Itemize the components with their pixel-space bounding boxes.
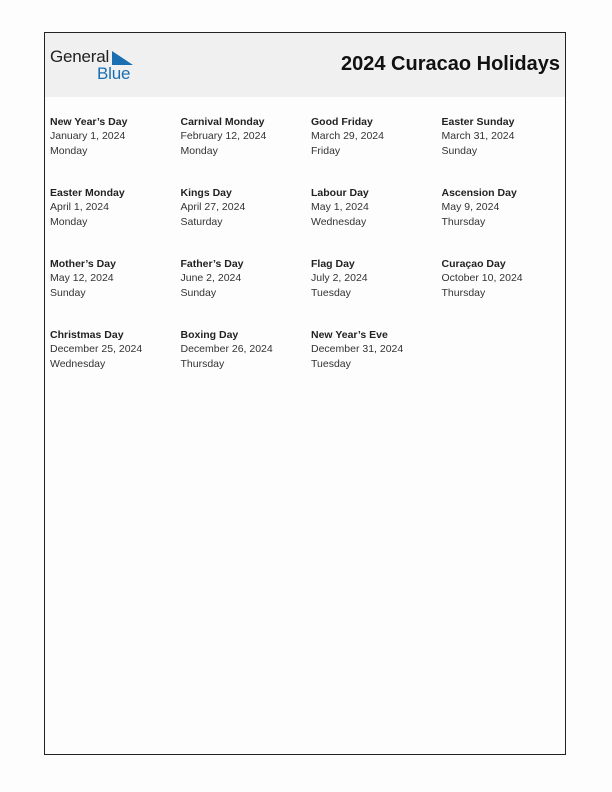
holiday-date: December 25, 2024 — [50, 343, 143, 356]
holiday-entry — [311, 115, 442, 186]
holiday-date: January 1, 2024 — [50, 130, 126, 143]
holiday-name: Easter Sunday — [441, 116, 515, 128]
holiday-weekday: Sunday — [50, 286, 86, 299]
holiday-date: May 12, 2024 — [50, 272, 114, 285]
holiday-date: May 9, 2024 — [441, 201, 500, 214]
holiday-weekday: Tuesday — [311, 357, 351, 370]
holiday-name: Christmas Day — [50, 329, 124, 341]
holiday-name: Good Friday — [311, 116, 373, 128]
holiday-weekday: Wednesday — [50, 357, 106, 370]
holiday-weekday: Monday — [50, 215, 88, 228]
holiday-name: Curaçao Day — [441, 258, 506, 270]
header-bar — [45, 33, 565, 97]
holiday-date: May 1, 2024 — [311, 201, 369, 214]
holiday-entry — [181, 328, 312, 399]
holiday-weekday: Monday — [50, 144, 88, 157]
holiday-name: Flag Day — [311, 258, 355, 270]
holiday-grid — [50, 115, 570, 399]
holiday-entry — [50, 328, 181, 399]
holiday-name: Boxing Day — [180, 329, 239, 341]
logo-triangle-icon — [112, 51, 133, 65]
holiday-name: Mother’s Day — [50, 258, 116, 270]
holiday-name: Kings Day — [180, 187, 232, 199]
holiday-weekday: Monday — [180, 144, 218, 157]
generalblue-logo — [50, 47, 140, 87]
holiday-date: October 10, 2024 — [441, 272, 523, 285]
holiday-date: April 1, 2024 — [50, 201, 109, 214]
logo-general-text: General — [50, 47, 110, 66]
holiday-date: December 26, 2024 — [180, 343, 273, 356]
holiday-date: March 29, 2024 — [311, 130, 384, 143]
holiday-entry — [181, 115, 312, 186]
holiday-weekday: Wednesday — [311, 215, 367, 228]
holiday-weekday: Sunday — [441, 144, 478, 157]
holiday-entry — [442, 186, 573, 257]
holiday-name: Easter Monday — [50, 187, 125, 199]
page-frame — [44, 32, 566, 755]
logo-blue-text: Blue — [97, 64, 131, 83]
holiday-entry — [50, 186, 181, 257]
page-title: 2024 Curacao Holidays — [341, 53, 560, 75]
holiday-date: February 12, 2024 — [180, 130, 267, 143]
holiday-name: Carnival Monday — [180, 116, 265, 128]
holiday-weekday: Thursday — [441, 215, 486, 228]
holiday-name: Father’s Day — [180, 258, 244, 270]
holiday-entry — [311, 186, 442, 257]
holiday-name: New Year’s Eve — [311, 329, 388, 341]
holiday-date: December 31, 2024 — [311, 343, 404, 356]
holiday-entry — [181, 257, 312, 328]
holiday-name: Labour Day — [311, 187, 369, 199]
holiday-entry — [50, 257, 181, 328]
holiday-weekday: Saturday — [180, 215, 223, 228]
holiday-weekday: Sunday — [180, 286, 217, 299]
holiday-entry — [181, 186, 312, 257]
holiday-weekday: Thursday — [180, 357, 225, 370]
holiday-entry — [311, 328, 442, 399]
holiday-name: New Year’s Day — [50, 116, 128, 128]
holiday-date: March 31, 2024 — [441, 130, 515, 143]
holiday-date: July 2, 2024 — [311, 272, 368, 285]
holiday-date: June 2, 2024 — [180, 272, 242, 285]
holiday-entry — [442, 115, 573, 186]
holiday-entry — [442, 257, 573, 328]
holiday-entry — [50, 115, 181, 186]
holiday-weekday: Tuesday — [311, 286, 351, 299]
holiday-weekday: Thursday — [441, 286, 486, 299]
holiday-weekday: Friday — [311, 144, 341, 157]
holiday-name: Ascension Day — [441, 187, 517, 199]
holiday-entry — [311, 257, 442, 328]
holiday-date: April 27, 2024 — [180, 201, 246, 214]
